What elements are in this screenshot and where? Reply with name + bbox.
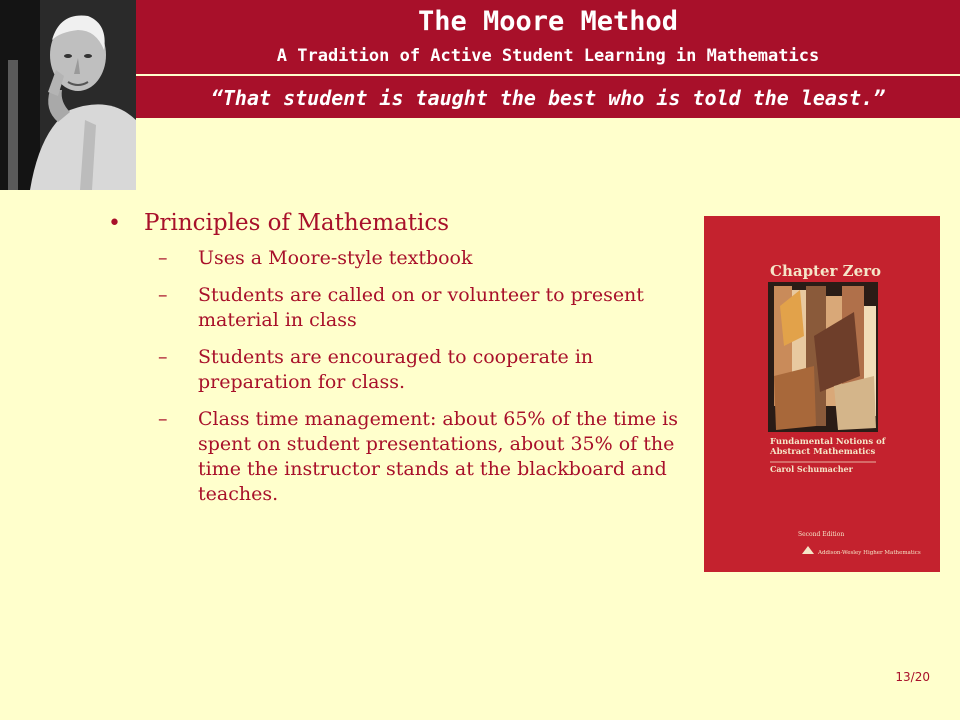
main-bullet-text: Principles of Mathematics — [144, 210, 450, 236]
sub-bullet-item — [108, 407, 708, 507]
sub-bullet-text: Students are called on or volunteer to present material in class — [198, 284, 644, 331]
book-cover-image — [704, 216, 940, 572]
sub-bullet-text: Class time management: about 65% of the time is spent on student presentations, about 35% of the time the instructor stands at the blackboard and teaches. — [198, 408, 679, 505]
dash-icon: – — [158, 408, 168, 430]
book-cover-art — [704, 216, 940, 572]
book-author: Carol Schumacher — [770, 464, 853, 474]
sub-bullet-text: Uses a Moore-style textbook — [198, 247, 473, 269]
header-divider — [136, 74, 960, 76]
book-title: Chapter Zero — [770, 262, 882, 280]
slide-title: The Moore Method — [417, 6, 679, 37]
portrait-icon — [0, 0, 136, 190]
sub-bullet-item — [108, 345, 708, 395]
portrait-photo — [0, 0, 136, 190]
dash-icon: – — [158, 284, 168, 306]
book-subtitle: Fundamental Notions of Abstract Mathematics — [770, 437, 886, 457]
dash-icon: – — [158, 247, 168, 269]
book-edition: Second Edition — [798, 531, 845, 538]
header-quote: “That student is taught the best who is told the least.” — [210, 86, 886, 110]
page-number: 13/20 — [895, 670, 930, 684]
bullet-dot-icon: • — [108, 211, 121, 236]
main-bullet — [108, 210, 708, 236]
dash-icon: – — [158, 346, 168, 368]
content-block — [108, 210, 708, 519]
header-banner — [136, 0, 960, 118]
slide-subtitle: A Tradition of Active Student Learning in Mathematics — [276, 46, 820, 66]
sub-bullet-list — [108, 246, 708, 507]
sub-bullet-item — [108, 246, 708, 271]
book-publisher: Addison-Wesley Higher Mathematics — [818, 550, 921, 556]
sub-bullet-item — [108, 283, 708, 333]
sub-bullet-text: Students are encouraged to cooperate in preparation for class. — [198, 346, 594, 393]
